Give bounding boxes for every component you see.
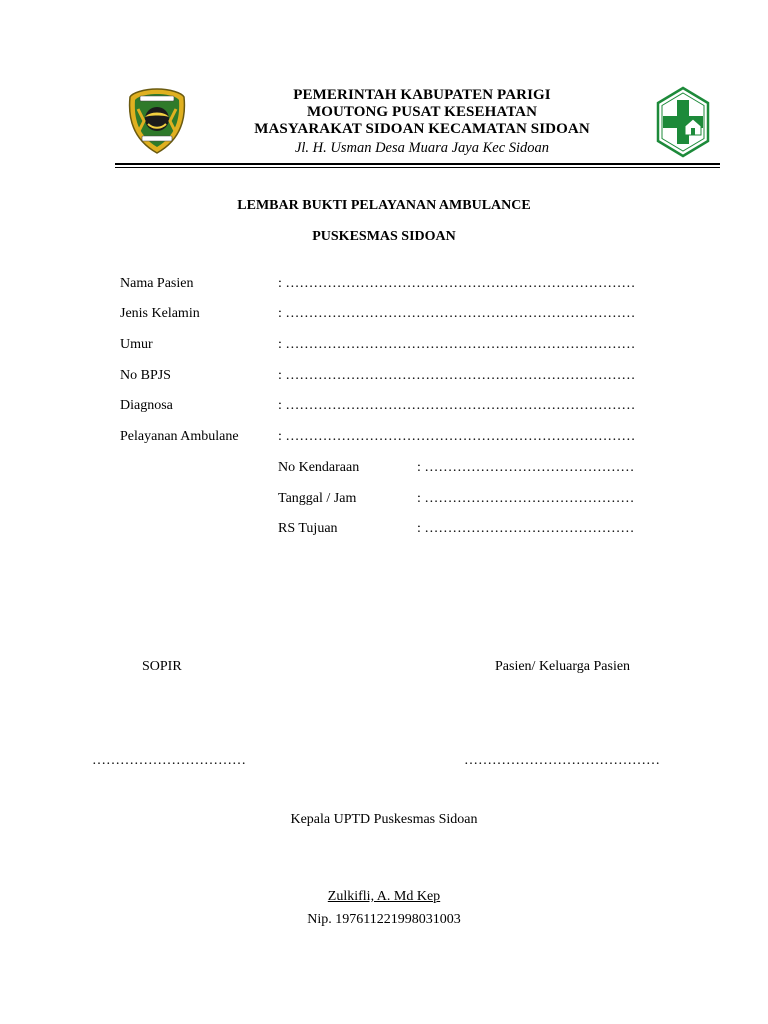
driver-signature-line: …………………………… (92, 753, 246, 768)
subfield-value-blank: : ……………………………………… (417, 460, 635, 475)
field-value-blank: : ………………………………………………………………… (278, 276, 636, 291)
subfield-value-blank: : ……………………………………… (417, 491, 635, 506)
subfield-label: No Kendaraan (278, 460, 360, 475)
subfield-label: Tanggal / Jam (278, 491, 357, 506)
field-value-blank: : ………………………………………………………………… (278, 306, 636, 321)
subfield-label: RS Tujuan (278, 521, 338, 536)
field-label: Nama Pasien (120, 276, 194, 291)
document-title: LEMBAR BUKTI PELAYANAN AMBULANCE (237, 198, 531, 213)
field-label: Pelayanan Ambulane (120, 429, 239, 444)
driver-signature-title: SOPIR (142, 659, 182, 674)
letterhead-divider-thin (115, 167, 720, 168)
subfield-value-blank: : ……………………………………… (417, 521, 635, 536)
puskesmas-emblem-icon (655, 86, 711, 158)
field-label: Jenis Kelamin (120, 306, 200, 321)
head-signature-name: Zulkifli, A. Md Kep (327, 889, 441, 904)
letterhead (200, 87, 644, 158)
patient-signature-title: Pasien/ Keluarga Pasien (495, 659, 631, 674)
regency-emblem-icon (126, 87, 188, 155)
letterhead-line-3: MASYARAKAT SIDOAN KECAMATAN SIDOAN (254, 121, 590, 137)
field-value-blank: : ………………………………………………………………… (278, 337, 636, 352)
field-label: No BPJS (120, 368, 171, 383)
letterhead-address: Jl. H. Usman Desa Muara Jaya Kec Sidoan (294, 140, 550, 156)
letterhead-divider (115, 163, 720, 165)
letterhead-line-2: MOUTONG PUSAT KESEHATAN (306, 104, 538, 120)
field-label: Umur (120, 337, 153, 352)
head-signature-title: Kepala UPTD Puskesmas Sidoan (290, 812, 478, 827)
field-value-blank: : ………………………………………………………………… (278, 429, 636, 444)
head-signature-nip: Nip. 197611221998031003 (307, 912, 461, 927)
document-subtitle: PUSKESMAS SIDOAN (312, 229, 456, 244)
field-label: Diagnosa (120, 398, 173, 413)
letterhead-line-1: PEMERINTAH KABUPATEN PARIGI (293, 87, 551, 103)
field-value-blank: : ………………………………………………………………… (278, 368, 636, 383)
patient-signature-line: …………………………………… (464, 753, 660, 768)
field-value-blank: : ………………………………………………………………… (278, 398, 636, 413)
